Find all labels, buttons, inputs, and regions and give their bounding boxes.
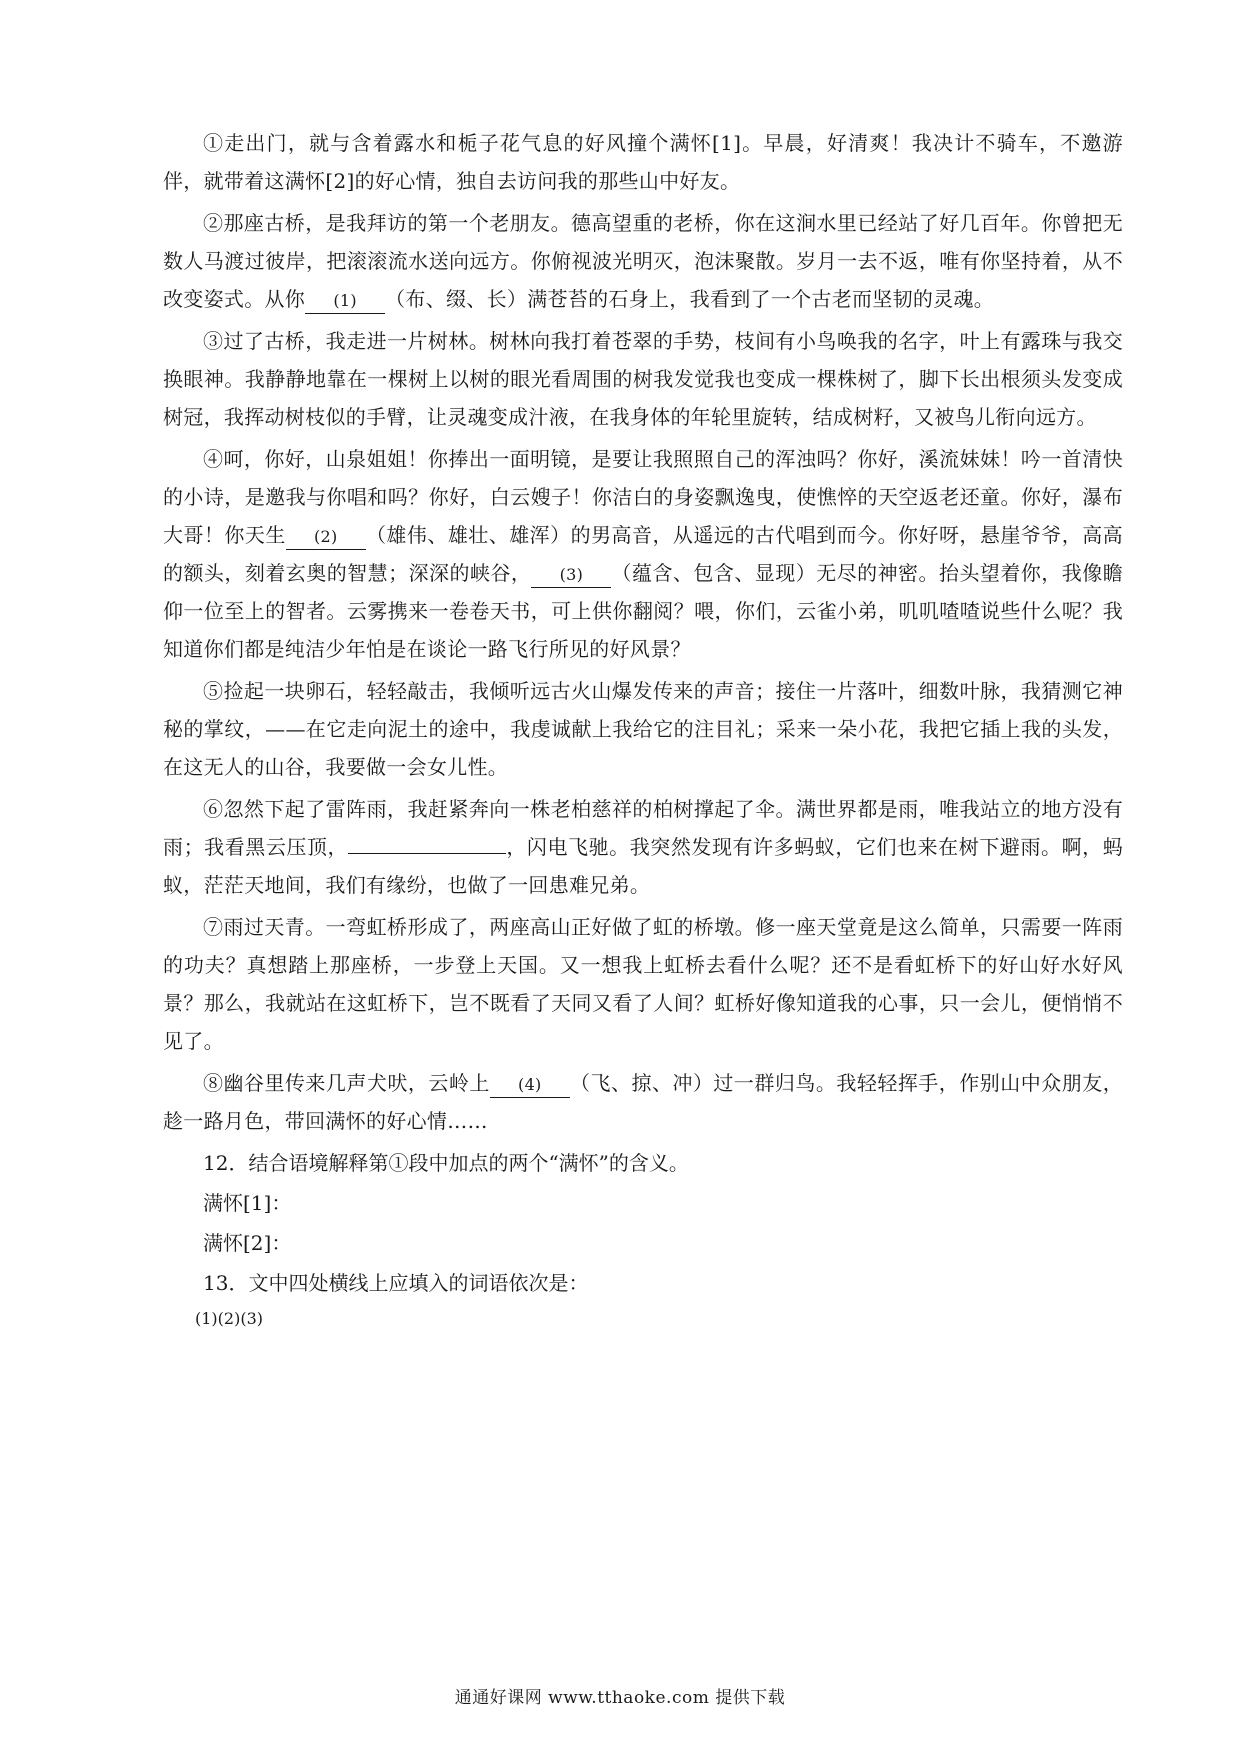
question-12-answer-1: 满怀[1]： [203, 1191, 292, 1215]
paragraph-1 [163, 124, 1123, 200]
paragraph-8-text-b: （飞、掠、冲）过一群归鸟。我轻轻挥手，作别山中众朋友，趁一路月色，带回满怀的好心情…… [163, 1071, 1123, 1133]
paragraph-5 [163, 672, 1123, 786]
paragraph-1-text: ①走出门，就与含着露水和栀子花气息的好风撞个满怀[1]。早晨，好清爽！我决计不骑车，不邀游伴，就带着这满怀[2]的好心情，独自去访问我的那些山中好友。 [163, 131, 1123, 193]
paragraph-8-text-a: ⑧幽谷里传来几声犬吠，云岭上 [203, 1071, 490, 1095]
blank-1: (1) [305, 289, 385, 314]
question-13: 13．文中四处横线上应填入的词语依次是： [203, 1271, 589, 1295]
blank-unnumbered [348, 853, 506, 854]
paragraph-8 [163, 1064, 1123, 1140]
blank-2: (2) [286, 525, 366, 550]
blank-4: (4) [490, 1073, 570, 1098]
paragraph-7 [163, 908, 1123, 1060]
paragraph-6 [163, 790, 1123, 904]
question-13-answer: (1)(2)(3) [195, 1309, 263, 1328]
question-12: 12．结合语境解释第①段中加点的两个“满怀”的含义。 [203, 1151, 689, 1175]
paragraph-5-text: ⑤捡起一块卵石，轻轻敲击，我倾听远古火山爆发传来的声音；接住一片落叶，细数叶脉，我猜测它神秘的掌纹，——在它走向泥土的途中，我虔诚献上我给它的注目礼；采来一朵小花，我把它插上我的头发，在这无人的山谷，我要做一会女儿性。 [163, 679, 1123, 779]
paragraph-4-text-a: ④呵，你好，山泉姐姐！你捧出一面明镜，是要让我照照自己的浑浊吗？你好，溪流妹妹！吟一首清快的小诗，是邀我与你唱和吗？你好，白云嫂子！你洁白的身姿飘逸曳，使憔悴的天空返老还童。你好，瀑布大哥！你天生 [163, 447, 1123, 547]
question-12-answer-2: 满怀[2]： [203, 1231, 292, 1255]
paragraph-4 [163, 440, 1123, 668]
paragraph-4-text-b: （雄伟、雄壮、雄浑）的男高音，从遥远的古代唱到而今。你好呀，悬崖爷爷，高高的额头，刻着玄奥的智慧；深深的峡谷， [163, 523, 1123, 585]
page-footer: 通通好课网 www.tthaoke.com 提供下载 [454, 1688, 786, 1708]
paragraph-2 [163, 204, 1123, 318]
document-page [163, 124, 1123, 1334]
blank-3: (3) [531, 563, 611, 588]
paragraph-6-text-a: ⑥忽然下起了雷阵雨，我赶紧奔向一株老柏慈祥的柏树撑起了伞。满世界都是雨，唯我站立的地方没有雨；我看黑云压顶， [163, 797, 1123, 859]
paragraph-3 [163, 322, 1123, 436]
paragraph-3-text: ③过了古桥，我走进一片树林。树林向我打着苍翠的手势，枝间有小鸟唤我的名字，叶上有露珠与我交换眼神。我静静地靠在一棵树上以树的眼光看周围的树我发觉我也变成一棵株树了，脚下长出根须头发变成树冠，我挥动树枝似的手臂，让灵魂变成汁液，在我身体的年轮里旋转，结成树籽，又被鸟儿衔向远方。 [163, 329, 1123, 429]
paragraph-2-text-b: （布、缀、长）满苍苔的石身上，我看到了一个古老而坚韧的灵魂。 [385, 287, 995, 311]
paragraph-4-text-c: （蕴含、包含、显现）无尽的神密。抬头望着你，我像瞻仰一位至上的智者。云雾携来一卷卷天书，可上供你翻阅？喂，你们，云雀小弟，叽叽喳喳说些什么呢？我知道你们都是纯洁少年怕是在谈论一路飞行所见的好风景？ [163, 561, 1123, 661]
paragraph-7-text: ⑦雨过天青。一弯虹桥形成了，两座高山正好做了虹的桥墩。修一座天堂竟是这么简单，只需要一阵雨的功夫？真想踏上那座桥，一步登上天国。又一想我上虹桥去看什么呢？还不是看虹桥下的好山好水好风景？那么，我就站在这虹桥下，岂不既看了天同又看了人间？虹桥好像知道我的心事，只一会儿，便悄悄不见了。 [163, 915, 1123, 1053]
paragraph-6-text-b: ，闪电飞驰。我突然发现有许多蚂蚁，它们也来在树下避雨。啊，蚂蚁，茫茫天地间，我们有缘纷，也做了一回患难兄弟。 [163, 835, 1123, 897]
paragraph-2-text-a: ②那座古桥，是我拜访的第一个老朋友。德高望重的老桥，你在这涧水里已经站了好几百年。你曾把无数人马渡过彼岸，把滚滚流水送向远方。你俯视波光明灭，泡沫聚散。岁月一去不返，唯有你坚持着，从不改变姿式。从你 [163, 211, 1123, 311]
